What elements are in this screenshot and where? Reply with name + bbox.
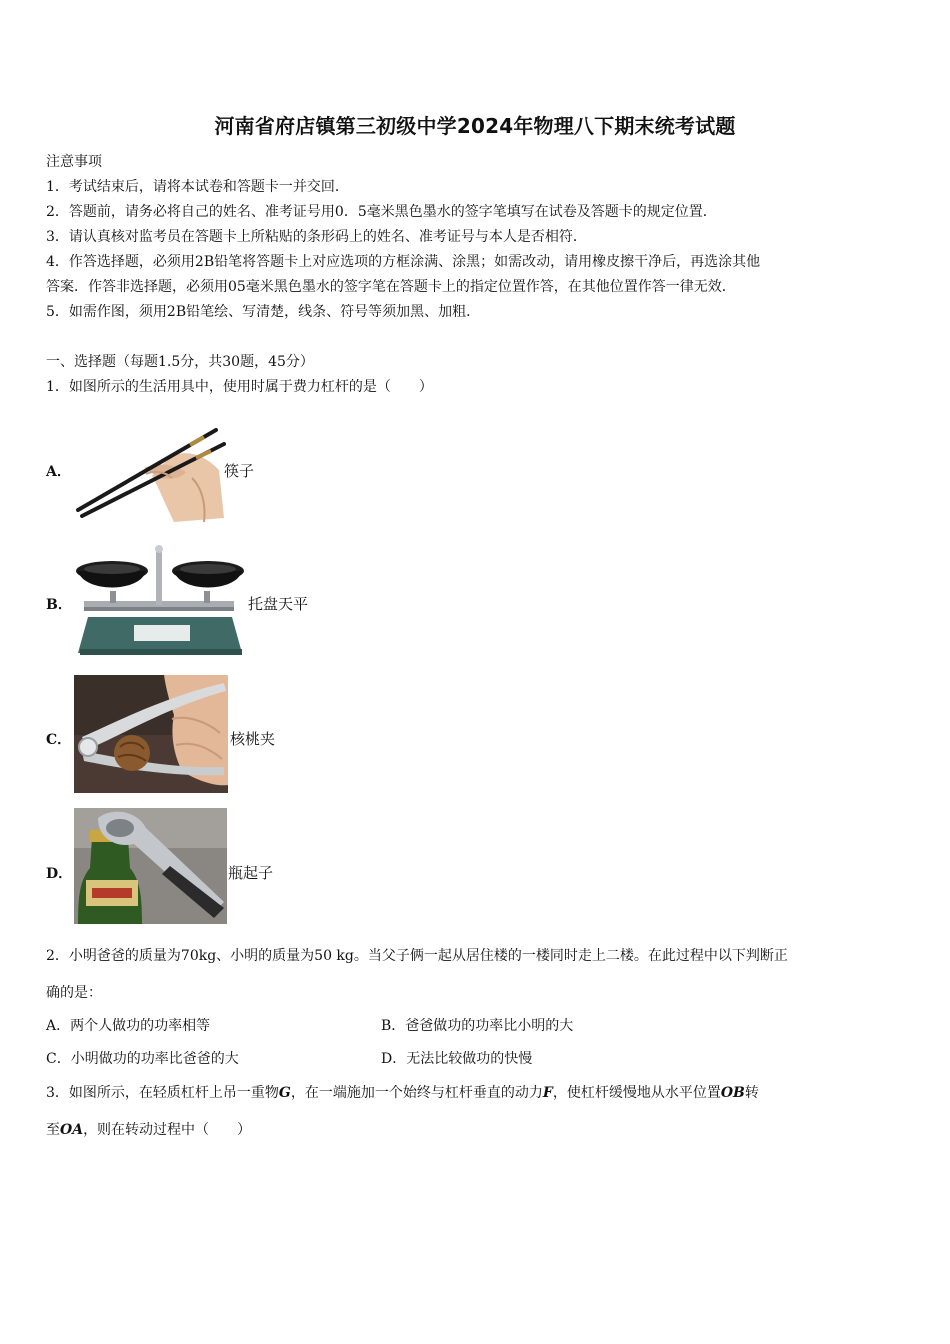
question-3-stem-line2 bbox=[46, 1121, 251, 1139]
option-b-label: 托盘天平 bbox=[248, 595, 309, 613]
notice-item-5: 5．如需作图，须用2B铅笔绘、写清楚，线条、符号等须加黑、加粗． bbox=[46, 304, 481, 320]
option-b-letter: B． bbox=[46, 597, 72, 613]
q3-text-1: 3．如图所示，在轻质杠杆上吊一重物 bbox=[46, 1085, 279, 1101]
option-d-label: 瓶起子 bbox=[228, 864, 274, 882]
question-3-stem-line1 bbox=[46, 1084, 759, 1102]
q3-text-4: 转 bbox=[744, 1085, 759, 1101]
q3-var-f: F bbox=[542, 1085, 553, 1101]
page-title: 河南省府店镇第三初级中学2024年物理八下期末统考试题 bbox=[214, 114, 736, 138]
option-d-letter: D． bbox=[46, 866, 73, 882]
question-1-stem: 1．如图所示的生活用具中，使用时属于费力杠杆的是（ ） bbox=[46, 379, 433, 395]
notice-item-2: 2．答题前，请务必将自己的姓名、准考证号用0．5毫米黑色墨水的签字笔填写在试卷及答题卡的规定位置． bbox=[46, 204, 717, 220]
q3-var-ob: OB bbox=[720, 1085, 745, 1101]
nutcracker-image bbox=[74, 675, 228, 793]
bottle-opener-image bbox=[74, 808, 227, 924]
option-c-letter: C． bbox=[46, 732, 72, 748]
notice-heading: 注意事项 bbox=[46, 154, 102, 170]
q3-text-6: ，则在转动过程中（ ） bbox=[83, 1122, 252, 1138]
notice-item-4: 4．作答选择题，必须用2B铅笔将答题卡上对应选项的方框涂满、涂黑；如需改动，请用橡皮擦干净后，再选涂其他 bbox=[46, 254, 761, 270]
notice-item-1: 1．考试结束后，请将本试卷和答题卡一并交回． bbox=[46, 179, 349, 195]
balance-scale-image bbox=[74, 543, 246, 658]
q3-text-3: ，使杠杆缓慢地从水平位置 bbox=[552, 1085, 721, 1101]
q3-var-oa: OA bbox=[60, 1122, 84, 1138]
question-2-stem-line1: 2．小明爸爸的质量为70kg、小明的质量为50 kg。当父子俩一起从居住楼的一楼同时走上二楼。在此过程中以下判断正 bbox=[46, 948, 788, 964]
question-2-stem-line2: 确的是： bbox=[46, 985, 102, 1001]
option-a-letter: A． bbox=[46, 464, 71, 480]
question-2-option-c: C．小明做功的功率比爸爸的大 bbox=[46, 1051, 239, 1067]
q3-text-5: 至 bbox=[46, 1122, 60, 1138]
notice-item-3: 3．请认真核对监考员在答题卡上所粘贴的条形码上的姓名、准考证号与本人是否相符． bbox=[46, 229, 587, 245]
section-heading: 一、选择题（每题1.5分，共30题，45分） bbox=[46, 354, 314, 370]
option-a-label: 筷子 bbox=[224, 462, 255, 480]
question-2-option-a: A．两个人做功的功率相等 bbox=[46, 1018, 211, 1034]
chopsticks-image bbox=[74, 418, 226, 522]
q3-text-2: ，在一端施加一个始终与杠杆垂直的动力 bbox=[290, 1085, 543, 1101]
question-2-option-d: D．无法比较做功的快慢 bbox=[381, 1051, 533, 1067]
option-c-label: 核桃夹 bbox=[230, 730, 276, 748]
q3-var-g: G bbox=[278, 1085, 291, 1101]
notice-item-4-cont: 答案．作答非选择题，必须用05毫米黑色墨水的签字笔在答题卡上的指定位置作答，在其他位置作答一律无效． bbox=[46, 279, 736, 295]
question-2-option-b: B．爸爸做功的功率比小明的大 bbox=[381, 1018, 574, 1034]
